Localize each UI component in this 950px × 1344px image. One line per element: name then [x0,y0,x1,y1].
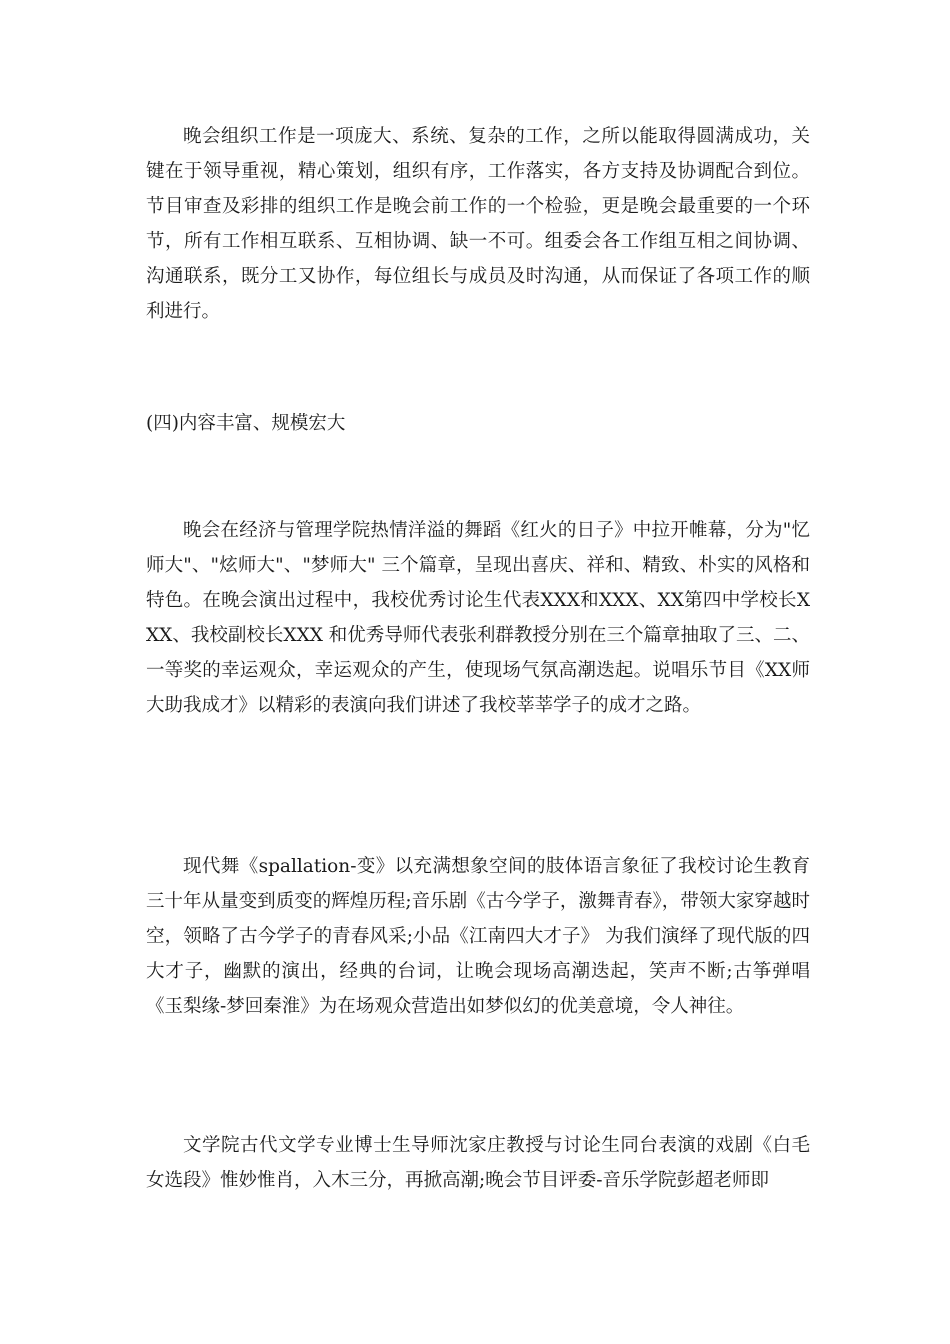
section-heading: (四)内容丰富、规模宏大 [146,413,346,434]
paragraph-organization: 晚会组织工作是一项庞大、系统、复杂的工作，之所以能取得圆满成功，关键在于领导重视，精心策划，组织有序，工作落实，各方支持及协调配合到位。节目审查及彩排的组织工作是晚会前工作的一个检验，更是晚会最重要的一个环节，所有工作相互联系、互相协调、缺一不可。组委会各工作组互相之间协调、沟通联系，既分工又协作，每位组长与成员及时沟通，从而保证了各项工作的顺利进行。 [146,126,810,322]
paragraph-programs: 现代舞《spallation-变》以充满想象空间的肢体语言象征了我校讨论生教育三十年从量变到质变的辉煌历程;音乐剧《古今学子，激舞青春》，带领大家穿越时空，领略了古今学子的青春风采;小品《江南四大才子》 为我们演绎了现代版的四大才子，幽默的演出，经典的台词，让晚会现场高潮迭起，笑声不断;古筝弹唱《玉梨缘-梦回秦淮》为在场观众营造出如梦似幻的优美意境，令人神往。 [146,856,810,1017]
paragraph-drama: 文学院古代文学专业博士生导师沈家庄教授与讨论生同台表演的戏剧《白毛女选段》惟妙惟肖，入木三分，再掀高潮;晚会节目评委-音乐学院彭超老师即 [146,1135,810,1191]
paragraph-opening: 晚会在经济与管理学院热情洋溢的舞蹈《红火的日子》中拉开帷幕，分为"忆师大"、"炫师大"、"梦师大" 三个篇章，呈现出喜庆、祥和、精致、朴实的风格和特色。在晚会演出过程中，我校优秀讨论生代表XXX和XXX、XX第四中学校长XXX、我校副校长XXX 和优秀导师代表张利群教授分别在三个篇章抽取了三、二、一等奖的幸运观众，幸运观众的产生，使现场气氛高潮迭起。说唱乐节目《XX师大助我成才》以精彩的表演向我们讲述了我校莘莘学子的成才之路。 [146,520,810,716]
